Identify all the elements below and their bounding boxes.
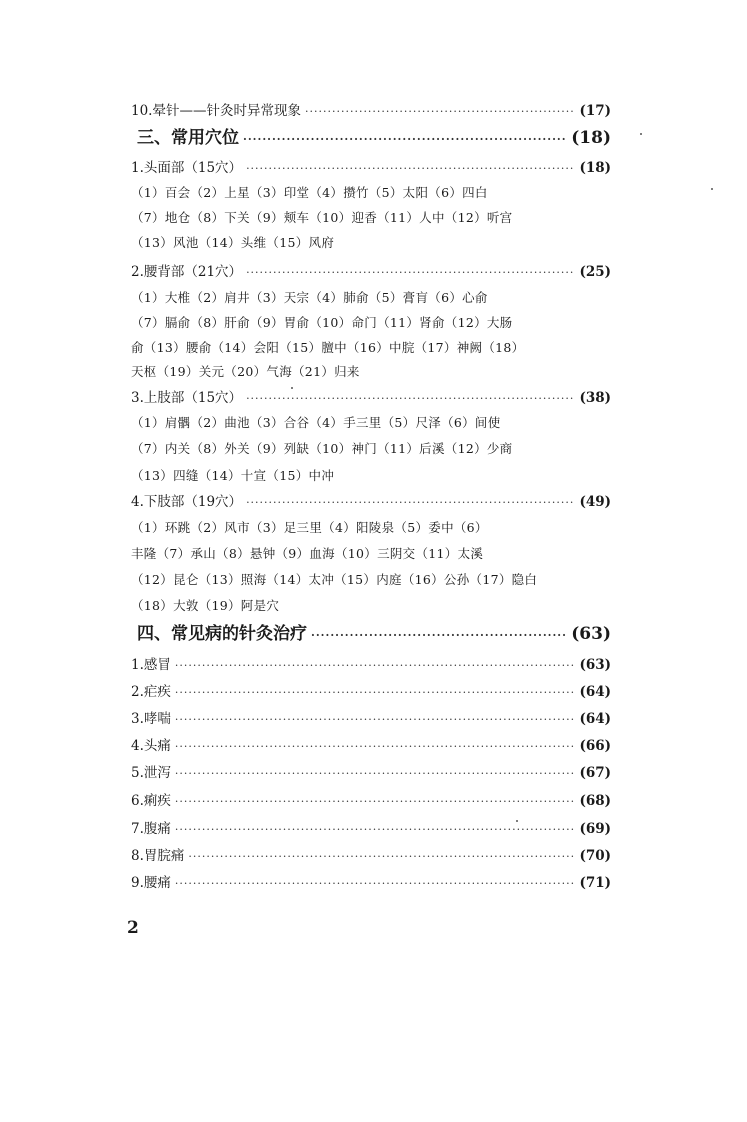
toc-entry-title: 10.晕针——针灸时异常现象 (131, 103, 301, 119)
toc-entry-page: (66) (579, 738, 611, 754)
toc-entry (131, 102, 611, 121)
page-number: 2 (127, 918, 139, 938)
acupoint-list-line: （7）内关（8）外关（9）列缺（10）神门（11）后溪（12）少商 (131, 441, 513, 456)
section-page: (18) (571, 128, 611, 148)
toc-entry-page: (69) (579, 821, 611, 837)
toc-entry-page: (49) (579, 494, 611, 510)
leader-dots (246, 390, 575, 408)
leader-dots (246, 160, 575, 178)
toc-entry (131, 389, 611, 408)
toc-entry-title: 1.感冒 (131, 657, 171, 673)
scan-speck (516, 820, 518, 822)
toc-entry (131, 737, 611, 756)
scan-speck (291, 387, 293, 389)
acupoint-list-line: 丰隆（7）承山（8）悬钟（9）血海（10）三阴交（11）太溪 (131, 546, 484, 561)
leader-dots (175, 711, 576, 729)
acupoint-list-line: 天枢（19）关元（20）气海（21）归来 (131, 364, 360, 379)
toc-entry-page: (64) (579, 711, 611, 727)
leader-dots (175, 765, 576, 783)
section-heading (137, 625, 611, 645)
leader-dots (175, 684, 576, 702)
leader-dots (175, 793, 576, 811)
section-heading (137, 129, 611, 149)
section-page: (63) (571, 624, 611, 644)
acupoint-list-line: （7）膈俞（8）肝俞（9）胃俞（10）命门（11）肾俞（12）大肠 (131, 315, 513, 330)
acupoint-list-line: （7）地仓（8）下关（9）颊车（10）迎香（11）人中（12）听宫 (131, 210, 513, 225)
scan-speck (711, 188, 713, 190)
acupoint-list-line: 俞（13）腰俞（14）会阳（15）膻中（16）中脘（17）神阙（18） (131, 340, 525, 355)
leader-dots (175, 738, 576, 756)
toc-entry (131, 792, 611, 811)
leader-dots (175, 657, 576, 675)
leader-dots (246, 494, 575, 512)
acupoint-list-line: （1）环跳（2）风市（3）足三里（4）阳陵泉（5）委中（6） (131, 520, 488, 535)
toc-entry-title: 3.上肢部（15穴） (131, 390, 243, 406)
toc-entry-page: (17) (579, 103, 611, 119)
toc-entry-title: 2.疟疾 (131, 684, 171, 700)
toc-entry-title: 7.腹痛 (131, 821, 171, 837)
toc-entry-title: 2.腰背部（21穴） (131, 264, 243, 280)
section-title: 三、常用穴位 (137, 128, 239, 148)
toc-entry (131, 159, 611, 178)
toc-entry (131, 656, 611, 675)
acupoint-list-line: （13）风池（14）头维（15）风府 (131, 235, 335, 250)
scan-speck (640, 133, 642, 135)
toc-entry (131, 847, 611, 866)
toc-entry-page: (71) (579, 875, 611, 891)
toc-entry-title: 4.头痛 (131, 738, 171, 754)
toc-entry-page: (25) (579, 264, 611, 280)
toc-entry-title: 8.胃脘痛 (131, 848, 185, 864)
toc-entry-page: (38) (579, 390, 611, 406)
toc-entry-title: 6.痢疾 (131, 793, 171, 809)
acupoint-list-line: （1）百会（2）上星（3）印堂（4）攒竹（5）太阳（6）四白 (131, 185, 488, 200)
leader-dots (311, 627, 567, 645)
leader-dots (246, 264, 575, 282)
leader-dots (175, 875, 576, 893)
toc-entry (131, 263, 611, 282)
section-title: 四、常见病的针灸治疗 (137, 624, 307, 644)
toc-entry-title: 4.下肢部（19穴） (131, 494, 243, 510)
toc-entry-title: 5.泄泻 (131, 765, 171, 781)
acupoint-list-line: （18）大敦（19）阿是穴 (131, 598, 280, 613)
toc-entry-page: (18) (579, 160, 611, 176)
toc-entry-page: (68) (579, 793, 611, 809)
toc-entry-title: 1.头面部（15穴） (131, 160, 243, 176)
toc-entry (131, 683, 611, 702)
toc-entry (131, 493, 611, 512)
acupoint-list-line: （12）昆仑（13）照海（14）太冲（15）内庭（16）公孙（17）隐白 (131, 572, 538, 587)
toc-entry (131, 820, 611, 839)
toc-entry-page: (67) (579, 765, 611, 781)
leader-dots (188, 848, 575, 866)
toc-entry (131, 874, 611, 893)
acupoint-list-line: （1）肩髃（2）曲池（3）合谷（4）手三里（5）尺泽（6）间使 (131, 415, 501, 430)
toc-entry (131, 764, 611, 783)
toc-entry-title: 3.哮喘 (131, 711, 171, 727)
leader-dots (175, 821, 576, 839)
toc-entry-page: (70) (579, 848, 611, 864)
toc-entry-page: (64) (579, 684, 611, 700)
toc-entry (131, 710, 611, 729)
leader-dots (243, 131, 567, 149)
toc-entry-title: 9.腰痛 (131, 875, 171, 891)
leader-dots (305, 103, 575, 121)
toc-entry-page: (63) (579, 657, 611, 673)
acupoint-list-line: （13）四缝（14）十宣（15）中冲 (131, 468, 335, 483)
acupoint-list-line: （1）大椎（2）肩井（3）天宗（4）肺俞（5）膏肓（6）心俞 (131, 290, 488, 305)
